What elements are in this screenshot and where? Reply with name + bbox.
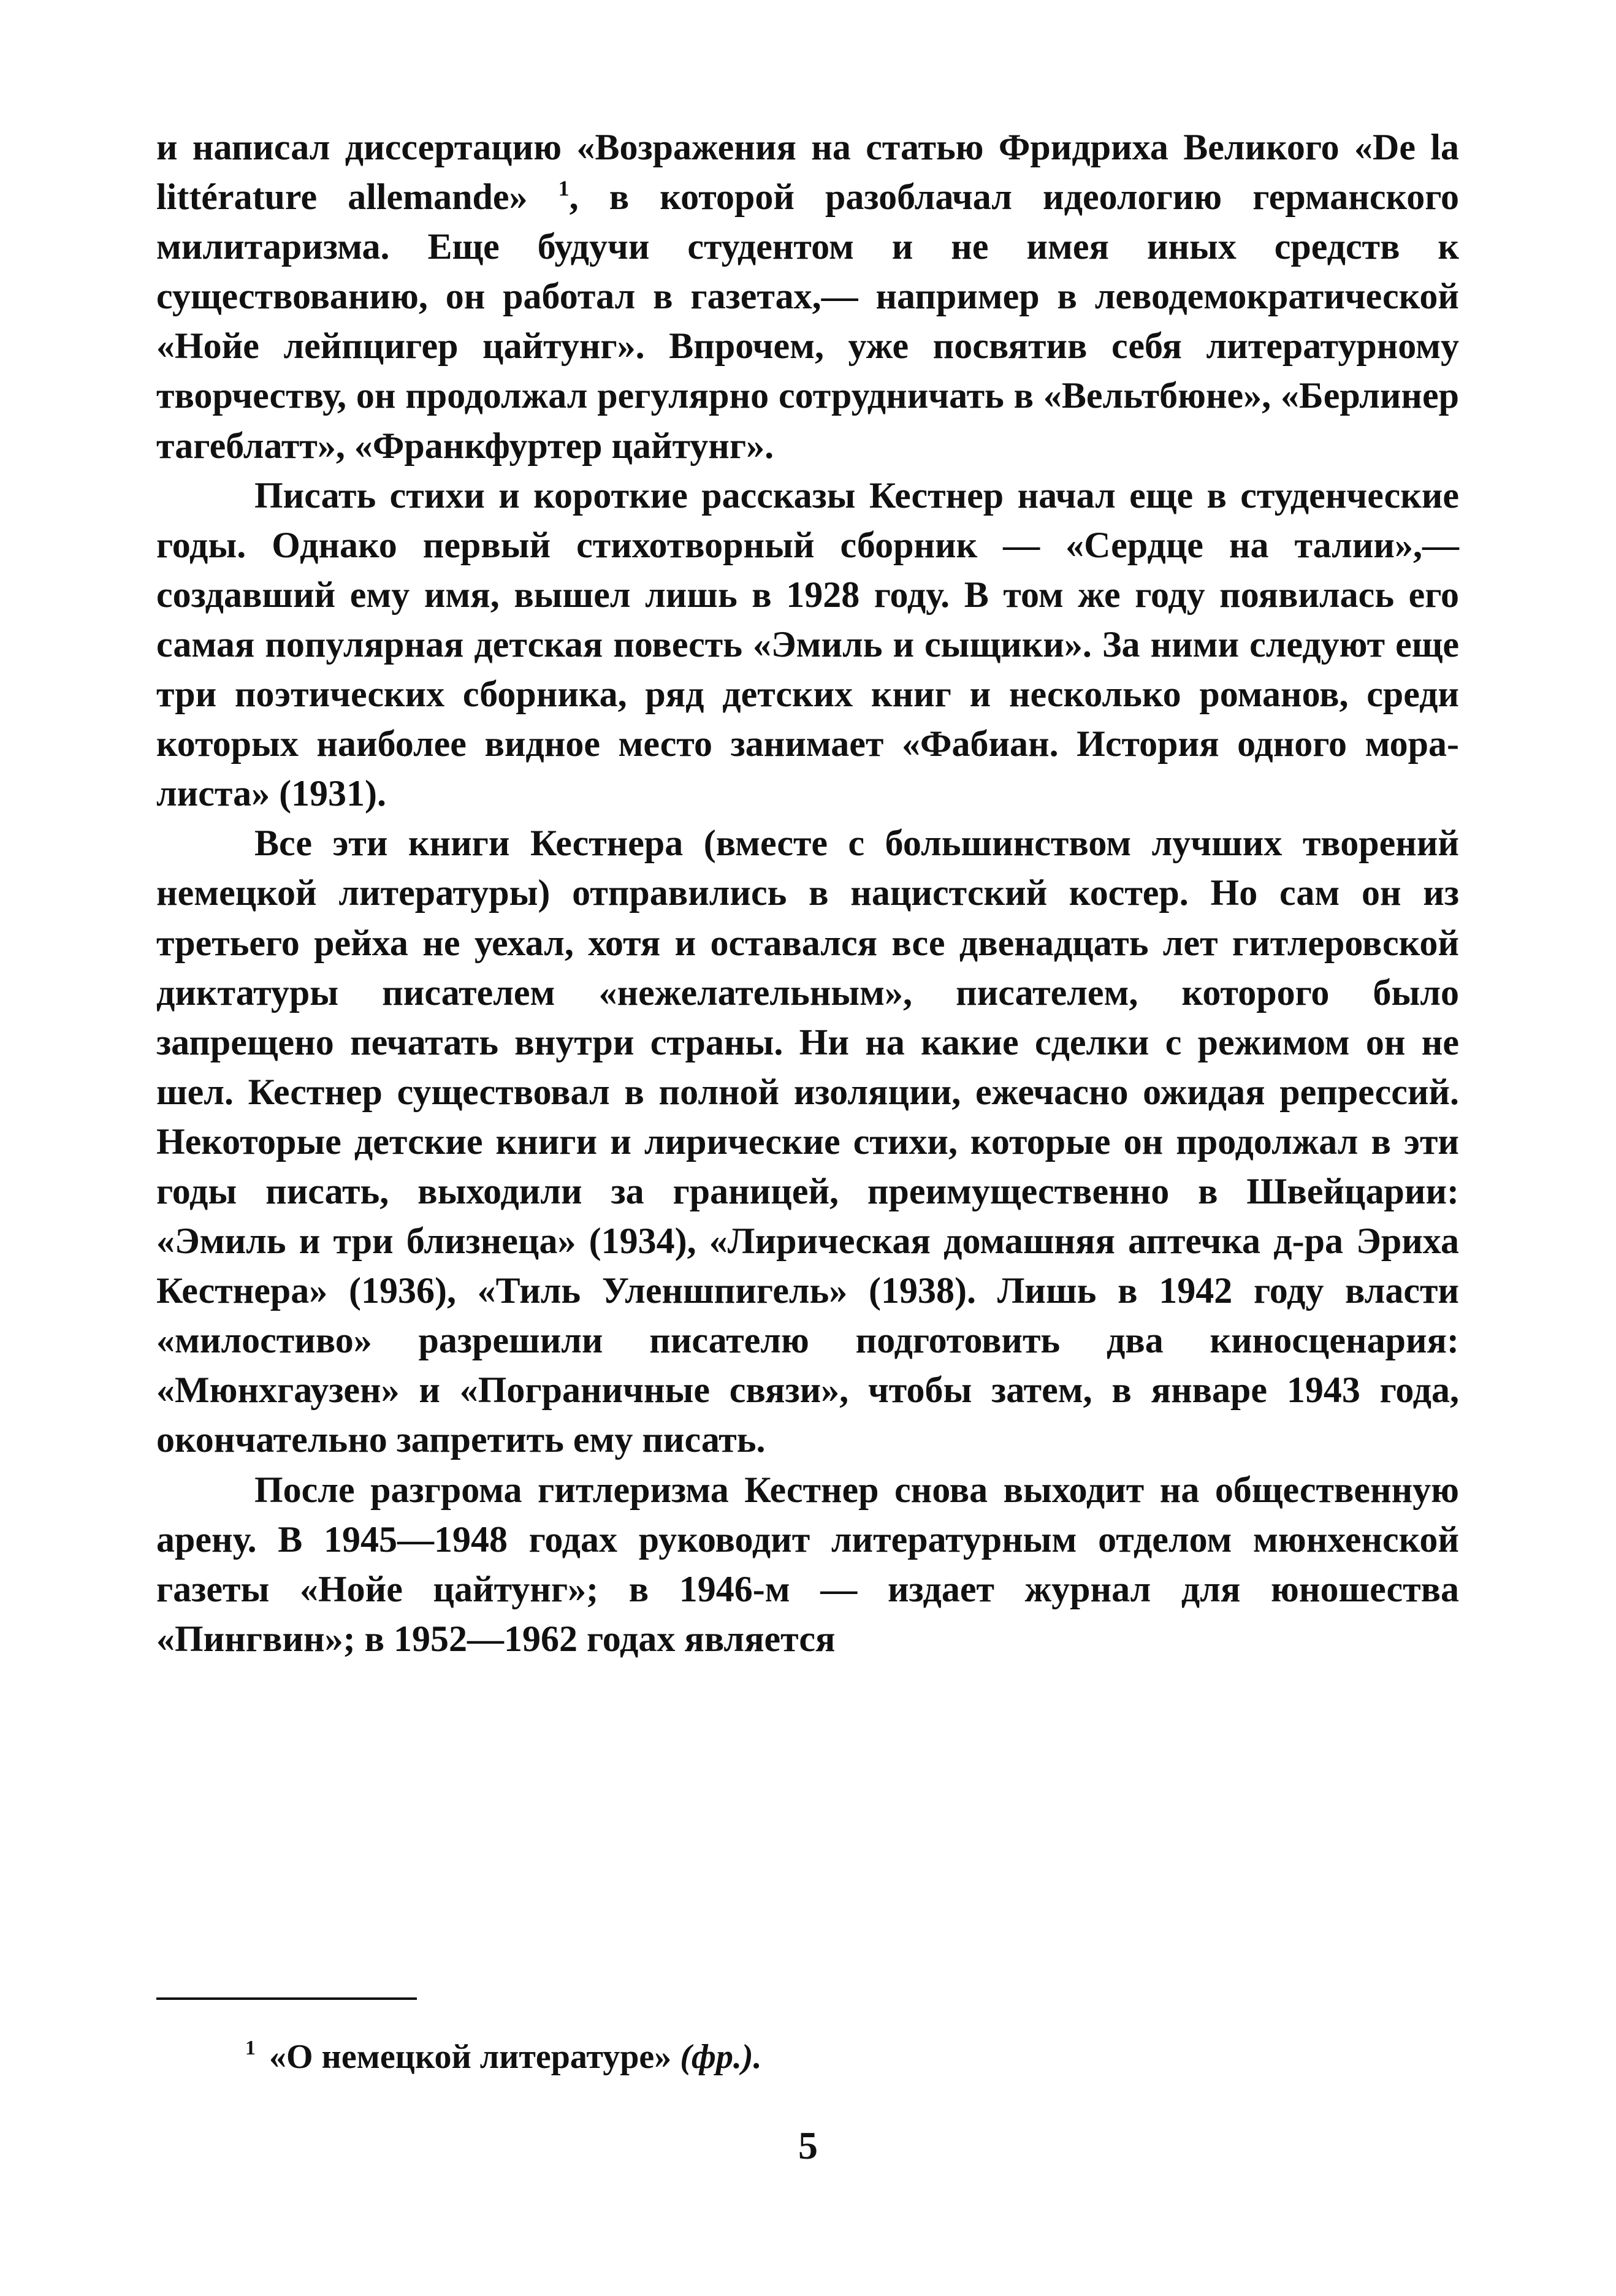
footnote <box>245 2035 1410 2078</box>
footnote-text: «О немецкой литературе» <box>269 2038 680 2076</box>
paragraph-1-rest: , в которой разоблачал идеологию германского милитаризма. Еще будучи студентом и не имея иных средств к существованию, он работал в газетах,— например в леводемократической «Нойе лейпцигер цайтунг». Впрочем, уже посвятив себя литературному творчеству, он продолжал регулярно сотрудничать в «Вельтбюне», «Берлинер тагеблатт», «Франкфуртер цайтунг». <box>156 177 1459 466</box>
footnote-language-note: (фр.). <box>680 2038 762 2076</box>
footnote-marker: 1 <box>245 2037 256 2059</box>
footnote-divider <box>156 1997 417 2000</box>
paragraph-3: Все эти книги Кестнера (вместе с большинством лучших творений немецкой литературы) отправились в нацистский костер. Но сам он из третьего рейха не уехал, хотя и оставался все двенадцать лет гитлеровской диктатуры писателем «нежелательным», писателем, которого было запрещено печатать внутри страны. Ни на какие сделки с режимом он не шел. Кестнер существовал в полной изоляции, ежечасно ожидая репрессий. Некоторые детские книги и лирические стихи, которые он продолжал в эти годы писать, выходили за границей, преимущественно в Швейцарии: «Эмиль и три близнеца» (1934), «Лирическая домашняя аптечка д-ра Эриха Кестнера» (1936), «Тиль Уленшпигель» (1938). Лишь в 1942 году власти «милостиво» разрешили писателю подготовить два киносценария: «Мюнхгаузен» и «Пограничные связи», чтобы затем, в январе 1943 года, окончательно запретить ему писать. <box>156 823 1459 1460</box>
main-text <box>156 123 1459 1664</box>
footnote-reference: 1 <box>558 176 570 201</box>
paragraph-2: Писать стихи и короткие рассказы Кестнер начал еще в студенческие годы. Однако первый стихотворный сборник — «Сердце на талии»,— создавший ему имя, вышел лишь в 1928 году. В том же году появилась его самая популярная детская повесть «Эмиль и сыщики». За ними следуют еще три поэтических сборника, ряд детских книг и несколько романов, среди которых наиболее видное место занимает «Фабиан. История одного моралиста» (1931). <box>156 475 1459 814</box>
paragraph-4: После разгрома гитлеризма Кестнер снова выходит на общественную арену. В 1945—1948 годах руководит литературным отделом мюнхенской газеты «Нойе цайтунг»; в 1946-м — издает журнал для юношества «Пингвин»; в 1952—1962 годах является <box>156 1469 1459 1659</box>
paragraph-1 <box>156 123 1459 471</box>
paragraph-1-lead: и написал диссертацию «Возражения на статью Фридриха Великого «De la littérature allemande» <box>156 127 1459 218</box>
page-number: 5 <box>798 2124 818 2167</box>
